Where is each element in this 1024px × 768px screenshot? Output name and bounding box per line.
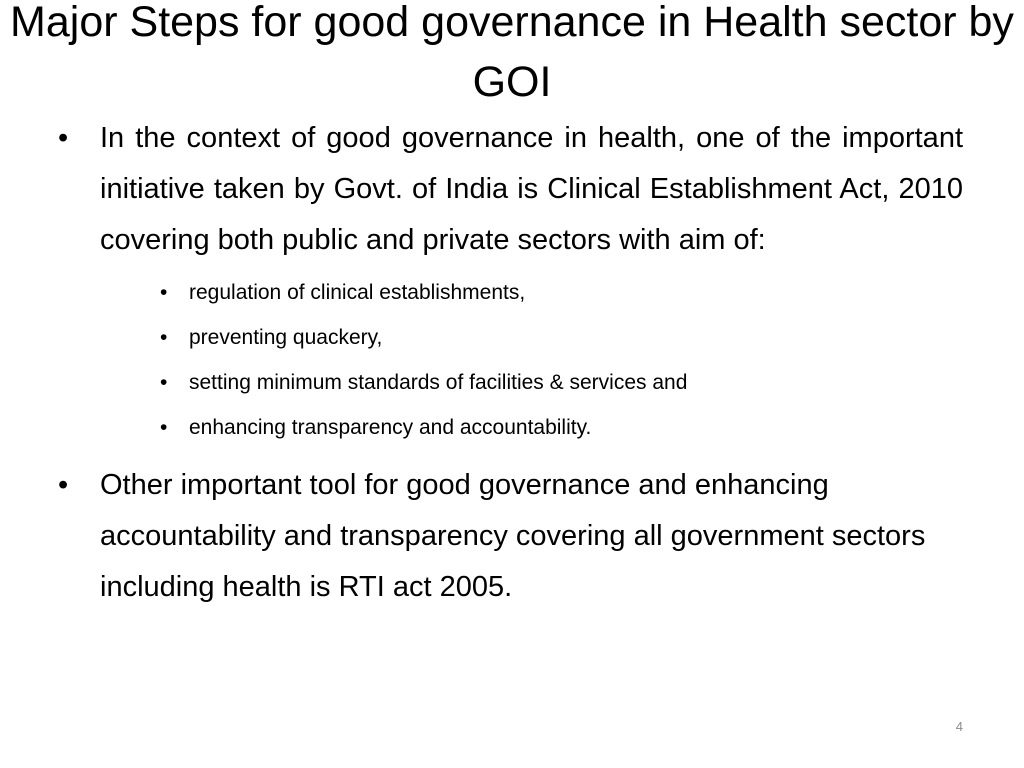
slide-title: Major Steps for good governance in Health sector by GOI [10,0,1014,106]
bullet-text: Other important tool for good governance and enhancing accountability and transparency covering all government sectors including health is RTI act 2005. [100,469,926,603]
bullet-marker: • [58,469,69,501]
slide-body [58,113,963,613]
bullet-marker: • [58,122,69,154]
sub-bullet-marker: • [160,416,168,439]
bullet-rti-act [58,460,963,613]
sub-bullet-marker: • [160,326,168,349]
sub-bullet-regulation [160,270,963,315]
page-number: 4 [955,719,963,734]
sub-bullet-marker: • [160,371,168,394]
bullet-clinical-establishment-act [58,113,963,266]
sub-bullet-quackery [160,315,963,360]
sub-bullet-text: preventing quackery, [189,326,383,349]
sub-bullet-text: regulation of clinical establishments, [189,281,526,304]
sub-bullet-transparency [160,405,963,450]
sub-bullet-text: setting minimum standards of facilities & services and [189,371,688,394]
sub-bullet-text: enhancing transparency and accountability. [189,416,592,439]
bullet-text: In the context of good governance in health, one of the important initiative taken by Govt. of India is Clinical Establishment Act, 2010 covering both public and private sectors with aim of: [100,122,963,256]
sub-bullet-standards [160,360,963,405]
aims-sublist [58,270,963,450]
sub-bullet-marker: • [160,281,168,304]
